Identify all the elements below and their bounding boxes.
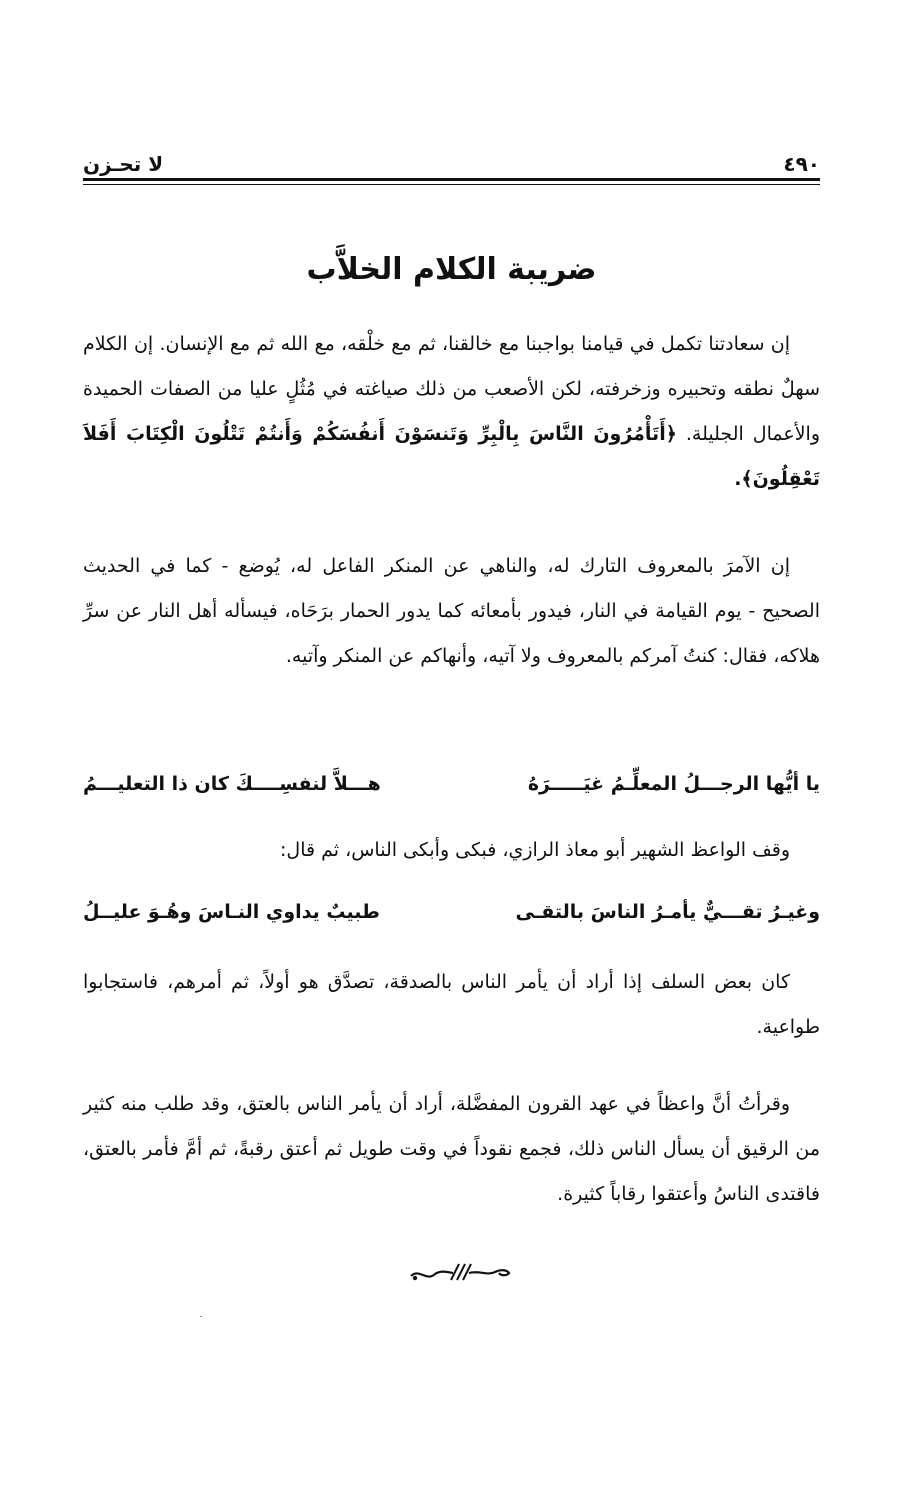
quran-verse: ﴿أَتَأْمُرُونَ النَّاسَ بِالْبِرِّ وَتَنسَوْنَ أَنفُسَكُمْ وَأَنتُمْ تَتْلُونَ الْكِتَابَ أَفَلاَ تَعْقِلُونَ﴾. xyxy=(83,423,820,490)
verse-2-second-hemistich: طبيبٌ يداوي النـاسَ وهُـوَ عليــلُ xyxy=(83,901,380,923)
header-rule-thick xyxy=(83,178,820,181)
poetry-verse-2 xyxy=(83,892,820,932)
poetry-verse-1 xyxy=(83,764,820,804)
scan-speck xyxy=(200,1316,202,1317)
page-number: ٤٩٠ xyxy=(783,152,820,176)
running-header xyxy=(83,152,820,180)
paragraph-1 xyxy=(83,322,820,502)
paragraph-1-text: إن سعادتنا تكمل في قيامنا بواجبنا مع خالقنا، ثم مع خلْقه، مع الله ثم مع الإنسان. إن الكلام سهلٌ نطقه وتحبيره وزخرفته، لكن الأصعب من ذلك صياغته في مُثُلٍ عليا من الصفات الحميدة والأعمال الجليلة. xyxy=(83,333,821,445)
section-end-ornament xyxy=(405,1258,515,1288)
paragraph-2: إن الآمرَ بالمعروف التارك له، والناهي عن المنكر الفاعل له، يُوضع - كما في الحديث الصحيح - يوم القيامة في النار، فيدور بأمعائه كما يدور الحمار برَحَاه، فيسأله أهل النار عن سرِّ هلاكه، فقال: كنتُ آمركم بالمعروف ولا آتيه، وأنهاكم عن المنكر وآتيه. xyxy=(83,555,820,667)
verse-1-first-hemistich: يا أيُّها الرجـــلُ المعلِّـمُ غيَـــــرَهُ xyxy=(527,773,820,795)
verse-1-second-hemistich: هـــلاَّ لنفسِــــكَ كان ذا التعليـــمُ xyxy=(83,773,381,795)
paragraph-3: وقف الواعظ الشهير أبو معاذ الرازي، فبكى وأبكى الناس، ثم قال: xyxy=(280,839,790,861)
paragraph-4: كان بعض السلف إذا أراد أن يأمر الناس بالصدقة، تصدَّق هو أولاً، ثم أمرهم، فاستجابوا طواعية. xyxy=(83,971,820,1038)
paragraph-5: وقرأتُ أنَّ واعظاً في عهد القرون المفضَّلة، أراد أن يأمر الناس بالعتق، وقد طلب منه كثير من الرقيق أن يسأل الناس ذلك، فجمع نقوداً في وقت طويل ثم أعتق رقبةً، ثم أمَّ فأمر بالعتق، فاقتدى الناسُ وأعتقوا رقاباً كثيرة. xyxy=(83,1093,820,1205)
book-title: لا تحـزن xyxy=(83,152,164,176)
chapter-title: ضريبة الكلام الخلاَّب xyxy=(306,252,597,287)
header-rule-thin xyxy=(83,184,820,185)
verse-2-first-hemistich: وغيـرُ تقـــيٌّ يأمـرُ الناسَ بالتقـى xyxy=(515,901,820,923)
